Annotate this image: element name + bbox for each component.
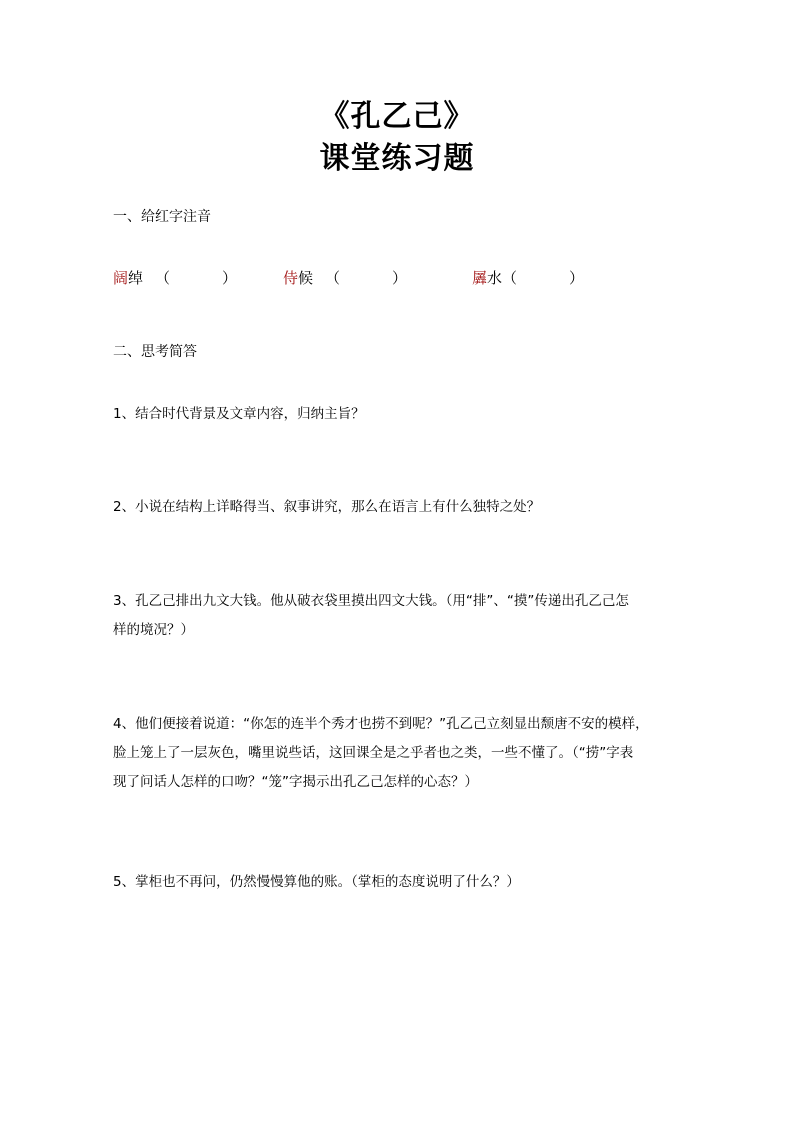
question-4 <box>113 710 693 797</box>
pinyin-answer-open-paren: （ <box>325 269 341 287</box>
question-text-line: 1、结合时代背景及文章内容，归纳主旨？ <box>113 406 365 422</box>
pinyin-answer-open-paren: （ <box>502 269 518 287</box>
question-text-line: 样的境况？） <box>113 622 194 638</box>
section-heading-short-answer: 二、思考简答 <box>113 344 197 360</box>
pinyin-plain-char: 水 <box>487 269 503 287</box>
question-2 <box>113 493 693 522</box>
pinyin-red-char: 侍 <box>283 269 299 287</box>
question-text-line: 3、孔乙己排出九文大钱。他从破衣袋里摸出四文大钱。（用“排”、“摸”传递出孔乙己怎 <box>113 593 629 609</box>
pinyin-red-char: 羼 <box>472 269 488 287</box>
question-text-line: 5、掌柜也不再问，仍然慢慢算他的账。（掌柜的态度说明了什么？） <box>113 874 520 890</box>
pinyin-item <box>283 266 407 290</box>
question-text-line: 现了问话人怎样的口吻？“笼”字揭示出孔乙己怎样的心态？） <box>113 774 478 790</box>
question-text-line: 2、小说在结构上详略得当、叙事讲究，那么在语言上有什么独特之处？ <box>113 499 541 515</box>
pinyin-red-char: 阔 <box>113 269 129 287</box>
pinyin-answer-close-paren: ） <box>222 269 238 287</box>
question-text-line: 脸上笼上了一层灰色，嘴里说些话，这回课全是之乎者也之类，一些不懂了。（“捞”字表 <box>113 745 634 761</box>
pinyin-answer-close-paren: ） <box>392 269 408 287</box>
pinyin-answer-close-paren: ） <box>569 269 585 287</box>
pinyin-plain-char: 绰 <box>128 269 144 287</box>
pinyin-item <box>113 266 237 290</box>
question-text-line: 4、他们便接着说道：“你怎的连半个秀才也捞不到呢？”孔乙己立刻显出颓唐不安的模样， <box>113 716 649 732</box>
question-1 <box>113 400 693 429</box>
pinyin-plain-char: 候 <box>298 269 314 287</box>
pinyin-item <box>472 266 584 290</box>
pinyin-answer-open-paren: （ <box>155 269 171 287</box>
question-3 <box>113 587 693 645</box>
page-subtitle: 课堂练习题 <box>319 141 475 176</box>
question-5 <box>113 868 693 897</box>
section-heading-pinyin: 一、给红字注音 <box>113 209 211 225</box>
page-title: 《孔乙己》 <box>319 99 475 134</box>
